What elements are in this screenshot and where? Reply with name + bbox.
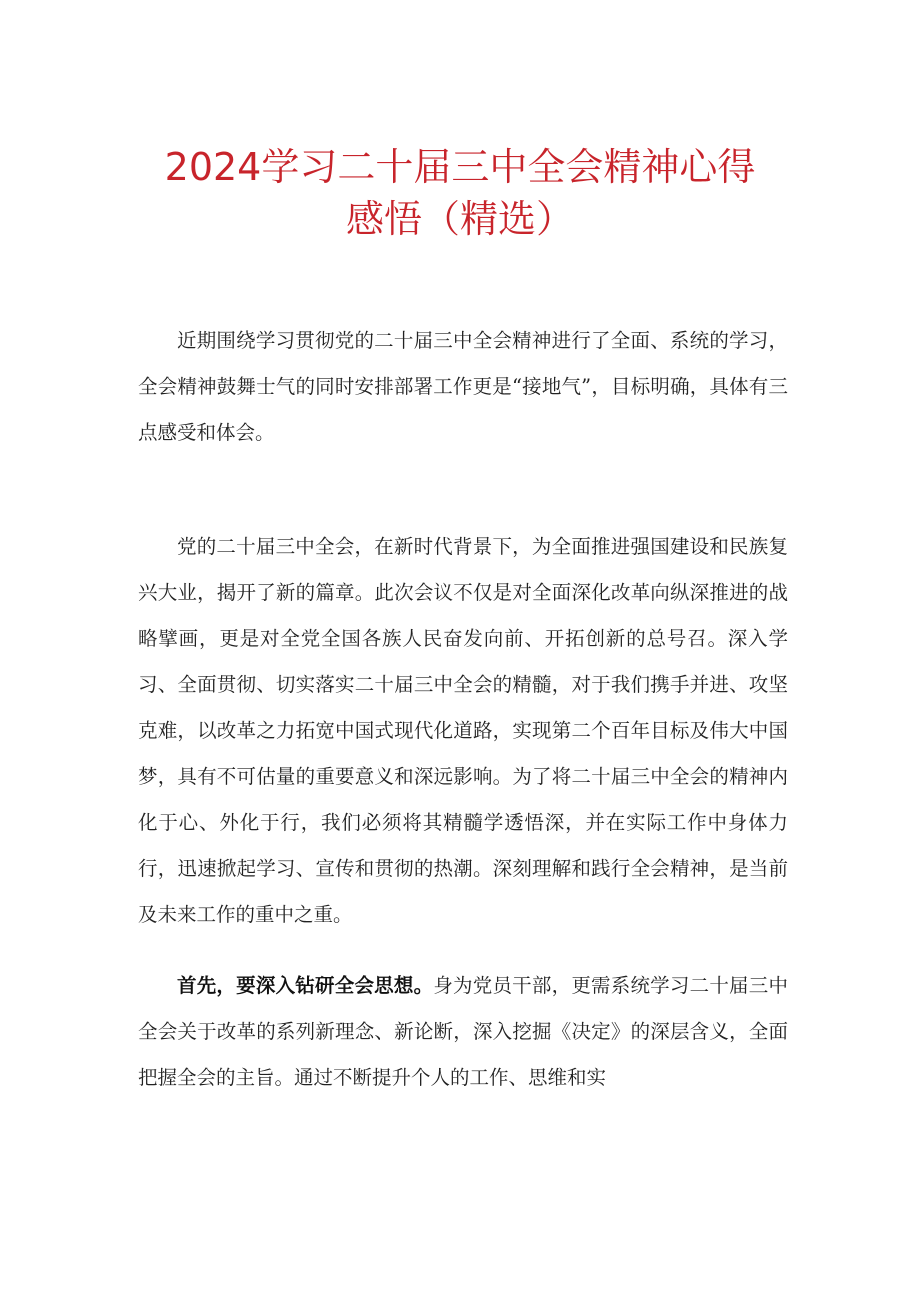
paragraph-background: 党的二十届三中全会，在新时代背景下，为全面推进强国建设和民族复兴大业，揭开了新的篇章。此次会议不仅是对全面深化改革向纵深推进的战略擘画，更是对全党全国各族人民奋发向前、开拓创新的总号召。深入学习、全面贯彻、切实落实二十届三中全会的精髓，对于我们携手并进、攻坚克难，以改革之力拓宽中国式现代化道路，实现第二个百年目标及伟大中国梦，具有不可估量的重要意义和深远影响。为了将二十届三中全会的精神内化于心、外化于行，我们必须将其精髓学透悟深，并在实际工作中身体力行，迅速掀起学习、宣传和贯彻的热潮。深刻理解和践行全会精神，是当前及未来工作的重中之重。 [138,535,788,926]
document-title-line-2: 感悟（精选） [345,197,574,241]
paragraph-first-point [138,963,788,1101]
document-title-line-1: 2024学习二十届三中全会精神心得 [164,145,756,189]
first-point-lead: 首先，要深入钻研全会思想。 [177,974,434,997]
first-point-body: 身为党员干部，更需系统学习二十届三中全会关于改革的系列新理念、新论断，深入挖掘《决定》的深层含义，全面把握全会的主旨。通过不断提升个人的工作、思维和实 [138,974,788,1089]
paragraph-intro: 近期围绕学习贯彻党的二十届三中全会精神进行了全面、系统的学习，全会精神鼓舞士气的同时安排部署工作更是“接地气”，目标明确，具体有三点感受和体会。 [138,329,788,444]
